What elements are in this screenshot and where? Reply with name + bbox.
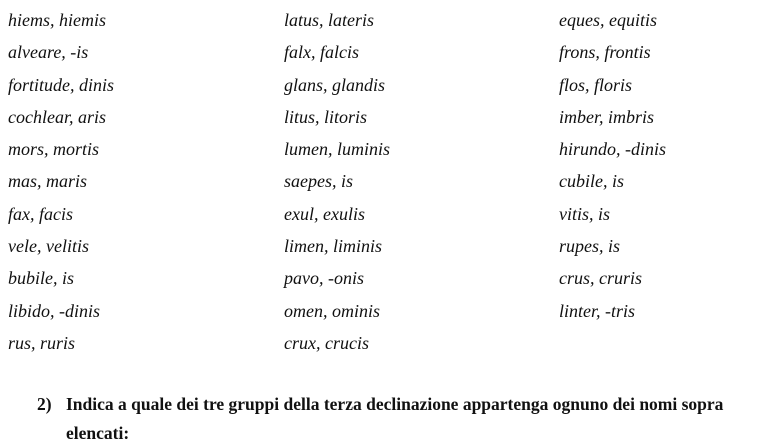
- word-item: rupes, is: [559, 236, 621, 257]
- word-item: saepes, is: [284, 171, 353, 192]
- word-item: mas, maris: [8, 171, 88, 192]
- word-item: imber, imbris: [559, 106, 655, 127]
- word-item: alveare, -is: [8, 42, 89, 63]
- word-item: exul, exulis: [284, 203, 365, 224]
- exercise-number: 2): [37, 394, 52, 414]
- word-item: hiems, hiemis: [8, 10, 106, 30]
- word-item: crus, cruris: [559, 268, 643, 289]
- word-item: cochlear, aris: [8, 106, 106, 127]
- word-item: eques, equitis: [559, 10, 657, 30]
- word-item: fax, facis: [8, 203, 73, 224]
- word-item: hirundo, -dinis: [559, 139, 667, 160]
- word-item: omen, ominis: [284, 300, 380, 321]
- word-item: glans, glandis: [284, 74, 386, 95]
- word-item: crux, crucis: [284, 332, 369, 353]
- word-item: flos, floris: [559, 74, 633, 95]
- exercise-instruction: [37, 390, 772, 448]
- word-item: lumen, luminis: [284, 139, 390, 160]
- word-column-2: [284, 4, 390, 359]
- word-item: linter, -tris: [559, 300, 636, 321]
- word-item: libido, -dinis: [8, 300, 101, 321]
- word-item: litus, litoris: [284, 106, 368, 127]
- word-item: fortitude, dinis: [8, 74, 115, 95]
- exercise-text: Indica a quale dei tre gruppi della terza declinazione appartenga ognuno dei nomi sopra elencati:: [66, 394, 724, 443]
- word-item: vitis, is: [559, 203, 611, 224]
- word-column-1: [8, 4, 114, 359]
- word-item: vele, velitis: [8, 236, 89, 257]
- word-item: mors, mortis: [8, 139, 100, 160]
- word-column-3: [559, 4, 666, 327]
- word-item: limen, liminis: [284, 236, 382, 257]
- word-item: frons, frontis: [559, 42, 651, 63]
- word-item: bubile, is: [8, 268, 74, 289]
- word-item: latus, lateris: [284, 10, 375, 30]
- word-item: rus, ruris: [8, 332, 76, 353]
- word-item: falx, falcis: [284, 42, 359, 63]
- word-item: cubile, is: [559, 171, 624, 192]
- word-item: pavo, -onis: [284, 268, 364, 289]
